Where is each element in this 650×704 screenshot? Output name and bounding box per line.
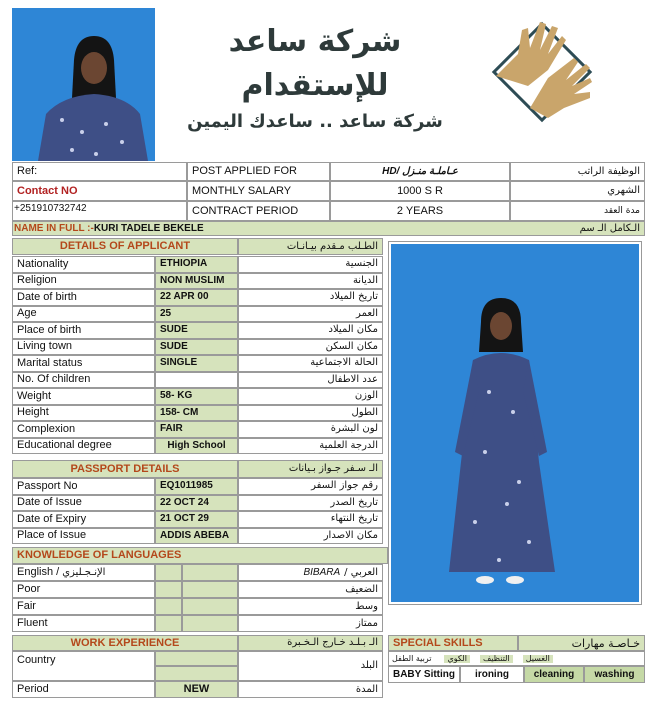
detail-value: SUDE <box>155 339 238 356</box>
passport-ar: تاريخ النتهاء <box>238 511 383 528</box>
passport-ar: مكان الاصدار <box>238 528 383 545</box>
detail-value: FAIR <box>155 421 238 438</box>
detail-ar: الحالة الاجتماعية <box>238 355 383 372</box>
language-level-label: Poor <box>12 581 155 598</box>
skills-title-ar: خـاصـة مهارات <box>518 635 645 651</box>
passport-ar: تاريخ الصدر <box>238 495 383 512</box>
passport-title-ar: الـ سـفر جـواز بـيانات <box>238 460 383 478</box>
passport-label: Place of Issue <box>12 528 155 545</box>
salary-label: MONTHLY SALARY <box>187 181 330 201</box>
contract-label: CONTRACT PERIOD <box>187 201 330 221</box>
country-label: Country <box>12 651 155 681</box>
applicant-portrait <box>12 8 155 161</box>
english-row <box>12 564 155 581</box>
detail-ar: الديانة <box>238 273 383 290</box>
english-fair-box <box>182 564 238 581</box>
header-photo <box>12 8 155 161</box>
detail-label: No. Of children <box>12 372 155 389</box>
work-title-ar: الـ بـلـد خـارج الـخـبرة <box>238 635 383 651</box>
english-ar: الإنـجـليزي <box>62 566 106 578</box>
language-level-ar: الضعيف <box>238 581 383 598</box>
detail-value: NON MUSLIM <box>155 273 238 290</box>
detail-label: Marital status <box>12 355 155 372</box>
language-box <box>155 581 182 598</box>
language-level-label: Fluent <box>12 615 155 632</box>
detail-value: 58- KG <box>155 388 238 405</box>
skills-ar-row <box>388 651 645 666</box>
detail-label: Complexion <box>12 421 155 438</box>
passport-label: Date of Issue <box>12 495 155 512</box>
period-ar: المدة <box>238 681 383 698</box>
skills-title: SPECIAL SKILLS <box>388 635 518 651</box>
language-level-label: Fair <box>12 598 155 615</box>
helping-hands-icon <box>478 14 608 132</box>
contact-label: Contact NO <box>12 181 187 201</box>
detail-ar: الطول <box>238 405 383 422</box>
detail-value: 158- CM <box>155 405 238 422</box>
skill-ar-washing: الغسيل <box>523 655 553 663</box>
work-title: WORK EXPERIENCE <box>12 635 238 651</box>
name-row <box>12 221 645 236</box>
arabic-level: BIBARA <box>303 566 341 578</box>
skill-baby-sitting <box>388 666 460 683</box>
detail-value: SUDE <box>155 322 238 339</box>
english-label: English / <box>17 566 60 578</box>
language-level-ar: ممتاز <box>238 615 383 632</box>
salary-ar: الشهري <box>510 181 645 201</box>
passport-ar: رقم جواز السفر <box>238 478 383 495</box>
details-title-ar: الطـلب مـقدم بيـانـات <box>238 238 383 255</box>
detail-value <box>155 372 238 389</box>
language-box <box>182 615 238 632</box>
detail-label: Weight <box>12 388 155 405</box>
post-applied-ar: الوظيفة الراتب <box>510 162 645 181</box>
detail-ar: الجنسية <box>238 256 383 273</box>
skill-ar-cleaning: التنظيف <box>480 655 513 663</box>
contract-value: 2 YEARS <box>330 201 510 221</box>
language-box <box>182 581 238 598</box>
detail-value: ETHIOPIA <box>155 256 238 273</box>
arabic-ar: العربي / <box>344 566 378 578</box>
detail-label: Height <box>12 405 155 422</box>
company-logo-text <box>160 20 470 132</box>
detail-ar: تاريخ الميلاد <box>238 289 383 306</box>
country-value-2 <box>155 666 238 681</box>
detail-label: Age <box>12 306 155 323</box>
company-slogan: شركة ساعد .. ساعدك اليمين <box>187 111 443 132</box>
name-label: NAME IN FULL :- <box>14 222 94 234</box>
passport-value: 21 OCT 29 <box>155 511 238 528</box>
passport-value: EQ1011985 <box>155 478 238 495</box>
company-name: شركة ساعد للإستقدام <box>228 24 402 103</box>
passport-value: 22 OCT 24 <box>155 495 238 512</box>
detail-label: Date of birth <box>12 289 155 306</box>
language-box <box>182 598 238 615</box>
passport-label: Date of Expiry <box>12 511 155 528</box>
language-level-ar: وسط <box>238 598 383 615</box>
company-logo <box>478 14 608 132</box>
arabic-row <box>238 564 383 581</box>
period-value: NEW <box>155 681 238 698</box>
detail-label: Educational degree <box>12 438 155 455</box>
passport-value: ADDIS ABEBA <box>155 528 238 545</box>
post-applied-value: HD/ عـاملـة منـزل <box>330 162 510 181</box>
detail-value: 25 <box>155 306 238 323</box>
passport-label: Passport No <box>12 478 155 495</box>
detail-ar: الدرجة العلمية <box>238 438 383 455</box>
detail-label: Religion <box>12 273 155 290</box>
contract-ar: مدة العقد <box>510 201 645 221</box>
skill-cleaning: cleaning <box>524 666 584 683</box>
detail-ar: مكان الميلاد <box>238 322 383 339</box>
name-ar: الـكامل الـ سم <box>579 222 640 234</box>
detail-ar: عدد الاطفال <box>238 372 383 389</box>
detail-label: Nationality <box>12 256 155 273</box>
period-label: Period <box>12 681 155 698</box>
skill-ar-ironing: الكوي <box>444 655 469 663</box>
full-body-photo <box>388 241 642 605</box>
ref-label: Ref: <box>12 162 187 181</box>
skill-ironing: ironing <box>460 666 524 683</box>
languages-title: KNOWLEDGE OF LANGUAGES <box>12 547 388 564</box>
detail-label: Living town <box>12 339 155 356</box>
detail-value: 22 APR 00 <box>155 289 238 306</box>
detail-ar: لون البشرة <box>238 421 383 438</box>
language-box <box>155 598 182 615</box>
skill-ar-baby: تربية الطفل <box>392 653 432 663</box>
detail-label: Place of birth <box>12 322 155 339</box>
post-applied-label: POST APPLIED FOR <box>187 162 330 181</box>
detail-ar: الوزن <box>238 388 383 405</box>
detail-ar: العمر <box>238 306 383 323</box>
detail-value: SINGLE <box>155 355 238 372</box>
applicant-name: KURI TADELE BEKELE <box>93 222 204 234</box>
detail-value: High School <box>155 438 238 455</box>
phone-number: +251910732742 <box>12 201 187 221</box>
english-poor-box <box>155 564 182 581</box>
language-box <box>155 615 182 632</box>
skill-washing: washing <box>584 666 645 683</box>
salary-value: 1000 S R <box>330 181 510 201</box>
skill-baby-sitting-label: BABY Sitting <box>392 668 456 680</box>
country-ar: البلد <box>238 651 383 681</box>
passport-title: PASSPORT DETAILS <box>12 460 238 478</box>
detail-ar: مكان السكن <box>238 339 383 356</box>
country-value <box>155 651 238 666</box>
applicant-full-photo <box>389 242 641 604</box>
details-title: DETAILS OF APPLICANT <box>12 238 238 255</box>
